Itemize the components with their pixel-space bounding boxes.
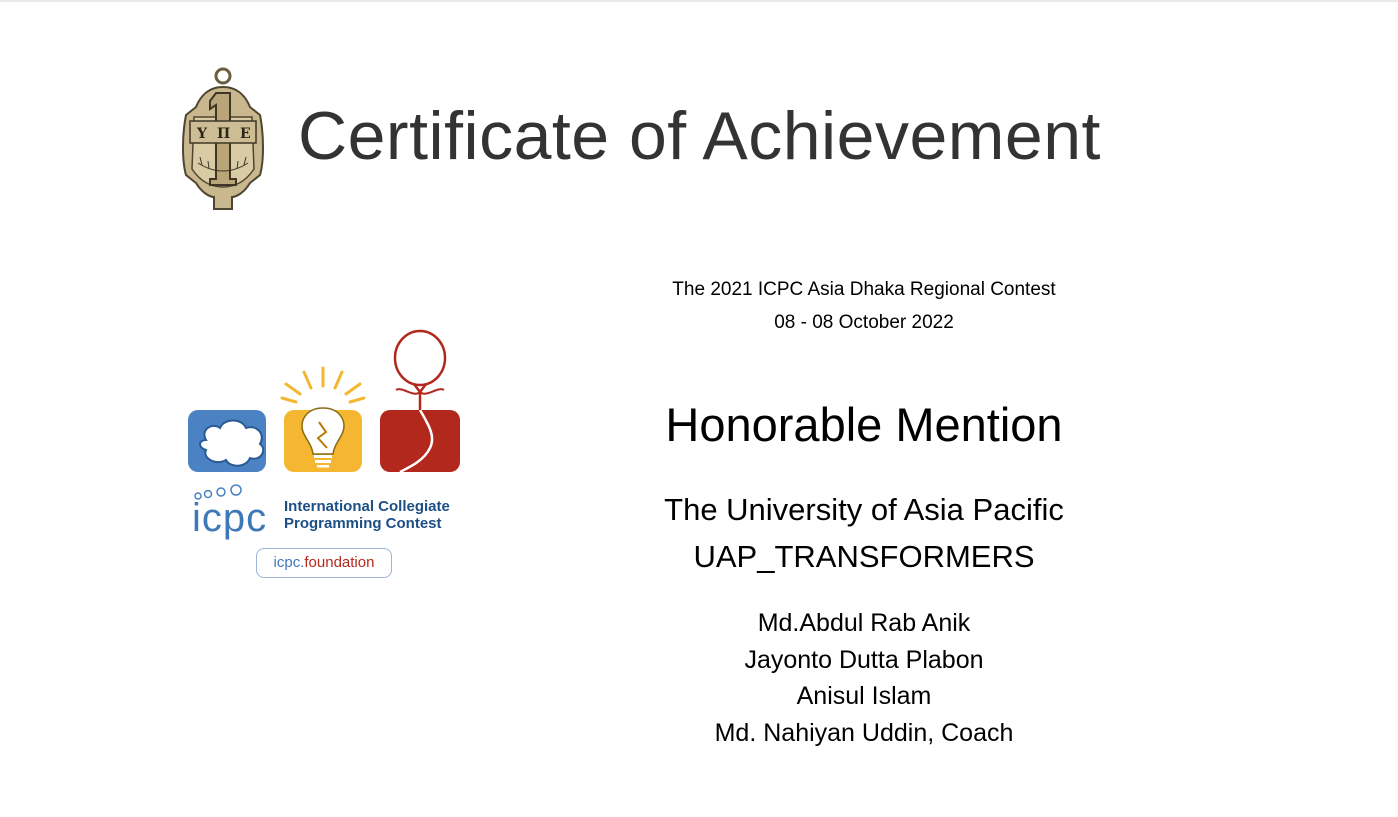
certificate-title: Certificate of Achievement [298,98,1101,174]
foundation-badge-icpc: icpc [273,554,301,571]
upe-medal-icon [180,65,266,211]
balloon-icon [395,331,445,385]
team-coach: Md. Nahiyan Uddin, Coach [714,718,1014,747]
icpc-wordmark: icpc [192,496,268,540]
team-members-list [564,605,1164,751]
medal-letter-pi: Π [217,126,231,142]
icpc-logo [186,328,466,584]
icpc-foundation-badge [256,548,392,578]
foundation-badge-foundation: foundation [304,554,375,571]
university-name: The University of Asia Pacific [664,492,1064,527]
icpc-full-name [284,498,450,532]
team-member: Jayonto Dutta Plabon [744,645,984,674]
team-member: Anisul Islam [796,682,932,710]
medal-letter-upsilon: Υ [197,126,207,142]
cloud-icon [200,421,263,466]
foundation-badge-dot: . [300,554,305,571]
icpc-name-line2: Programming Contest [284,515,442,532]
icpc-emblem-icon [186,328,462,474]
team-member: Md.Abdul Rab Anik [757,609,971,637]
page-top-border [0,0,1398,2]
medal-letter-epsilon: Ε [240,126,251,142]
team-name: UAP_TRANSFORMERS [693,539,1035,574]
icpc-name-line1: International Collegiate [284,498,450,515]
certificate-header [180,64,1101,212]
contest-date: 08 - 08 October 2022 [774,312,954,333]
contest-name: The 2021 ICPC Asia Dhaka Regional Contest [672,279,1056,300]
award-title: Honorable Mention [665,398,1063,451]
